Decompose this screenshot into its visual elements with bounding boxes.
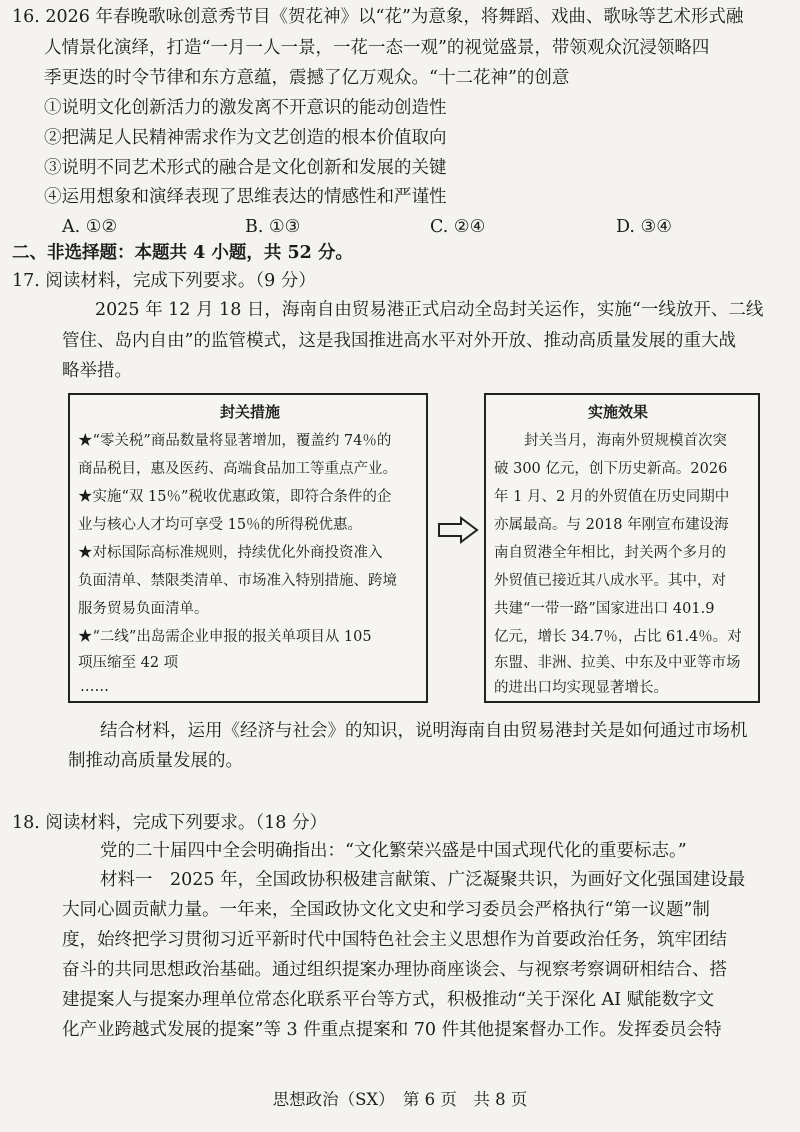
q17-intro-line-1: 2025 年 12 月 18 日，海南自由贸易港正式启动全岛封关运作，实施“一线放开、二线 xyxy=(95,300,764,320)
effects-line-4: 亦属最高。与 2018 年刚宣布建设海 xyxy=(494,517,729,533)
effects-line-8: 亿元，增长 34.7％，占比 61.4％。对 xyxy=(494,629,742,645)
q16-option-c: C. ②④ xyxy=(430,217,486,237)
effects-line-10: 的进出口均实现显著增长。 xyxy=(494,680,668,696)
q18-line-6: 建提案人与提案办理单位常态化联系平台等方式，积极推动“关于深化 AI 赋能数字文 xyxy=(62,990,715,1010)
q18-line-3: 大同心圆贡献力量。一年来，全国政协文化文史和学习委员会严格执行“第一议题”制 xyxy=(62,900,710,920)
measures-line-7: 服务贸易负面清单。 xyxy=(78,601,209,617)
q16-statement-2: ②把满足人民精神需求作为文艺创造的根本价值取向 xyxy=(44,128,447,148)
effects-line-6: 外贸值已接近其八成水平。其中，对 xyxy=(494,573,726,589)
q18-line-2: 材料一 2025 年，全国政协积极建言献策、广泛凝聚共识，为画好文化强国建设最 xyxy=(100,870,746,890)
effects-line-3: 年 1 月、2 月的外贸值在历史同期中 xyxy=(494,489,730,505)
page-footer: 思想政治（SX） 第 6 页 共 8 页 xyxy=(272,1090,528,1109)
q18-line-1: 党的二十届四中全会明确指出：“文化繁荣兴盛是中国式现代化的重要标志。” xyxy=(100,841,687,861)
measures-ellipsis: …… xyxy=(80,679,109,695)
q17-intro-line-2: 管住、岛内自由”的监管模式，这是我国推进高水平对外开放、推动高质量发展的重大战 xyxy=(62,331,736,351)
measures-line-3: ★实施“双 15％”税收优惠政策，即符合条件的企 xyxy=(78,489,392,505)
measures-line-4: 业与核心人才均可享受 15％的所得税优惠。 xyxy=(78,517,363,533)
q17-heading: 17. 阅读材料，完成下列要求。（9 分） xyxy=(12,271,316,291)
measures-line-1: ★“零关税”商品数量将显著增加，覆盖约 74％的 xyxy=(78,433,392,449)
q16-statement-3: ③说明不同艺术形式的融合是文化创新和发展的关键 xyxy=(44,158,447,178)
measures-line-2: 商品税目，惠及医药、高端食品加工等重点产业。 xyxy=(78,461,397,477)
q17-question-line-1: 结合材料，运用《经济与社会》的知识，说明海南自由贸易港封关是如何通过市场机 xyxy=(100,721,748,741)
measures-box-title: 封关措施 xyxy=(220,403,281,421)
measures-line-8: ★“二线”出岛需企业申报的报关单项目从 105 xyxy=(78,629,372,645)
q17-intro-line-3: 略举措。 xyxy=(62,361,132,381)
effects-box-title: 实施效果 xyxy=(588,403,649,421)
q16-line-2: 人情景化演绎，打造“一月一人一景，一花一态一观”的视觉盛景，带领观众沉浸领略四 xyxy=(44,38,710,58)
effects-line-5: 南自贸港全年相比，封关两个多月的 xyxy=(494,545,726,561)
q16-statement-4: ④运用想象和演绎表现了思维表达的情感性和严谨性 xyxy=(44,187,447,207)
measures-line-5: ★对标国际高标准规则，持续优化外商投资准入 xyxy=(78,545,383,561)
section-2-heading: 二、非选择题：本题共 4 小题，共 52 分。 xyxy=(12,243,353,263)
effects-line-2: 破 300 亿元，创下历史新高。2026 xyxy=(494,461,728,477)
right-arrow-icon xyxy=(437,516,479,544)
q16-option-a: A. ①② xyxy=(62,217,118,237)
q18-heading: 18. 阅读材料，完成下列要求。（18 分） xyxy=(12,813,327,833)
q18-line-7: 化产业跨越式发展的提案”等 3 件重点提案和 70 件其他提案督办工作。发挥委员会特 xyxy=(62,1020,722,1040)
measures-line-9: 项压缩至 42 项 xyxy=(78,655,179,671)
q16-option-d: D. ③④ xyxy=(616,217,672,237)
effects-line-7: 共建“一带一路”国家进出口 401.9 xyxy=(494,601,715,617)
effects-line-1: 封关当月，海南外贸规模首次突 xyxy=(524,433,727,449)
q16-line-1: 16. 2026 年春晚歌咏创意秀节目《贺花神》以“花”为意象，将舞蹈、戏曲、歌咏等艺术形式融 xyxy=(12,7,744,27)
q16-statement-1: ①说明文化创新活力的激发离不开意识的能动创造性 xyxy=(44,98,447,118)
q18-line-4: 度，始终把学习贯彻习近平新时代中国特色社会主义思想作为首要政治任务，筑牢团结 xyxy=(62,930,727,950)
effects-line-9: 东盟、非洲、拉美、中东及中亚等市场 xyxy=(494,655,741,671)
q18-line-5: 奋斗的共同思想政治基础。通过组织提案办理协商座谈会、与视察考察调研相结合、搭 xyxy=(62,960,727,980)
measures-line-6: 负面清单、禁限类清单、市场准入特别措施、跨境 xyxy=(78,573,397,589)
q16-line-3: 季更迭的时令节律和东方意蕴，震撼了亿万观众。“十二花神”的创意 xyxy=(44,68,570,88)
q17-question-line-2: 制推动高质量发展的。 xyxy=(68,751,243,771)
q16-option-b: B. ①③ xyxy=(245,217,301,237)
